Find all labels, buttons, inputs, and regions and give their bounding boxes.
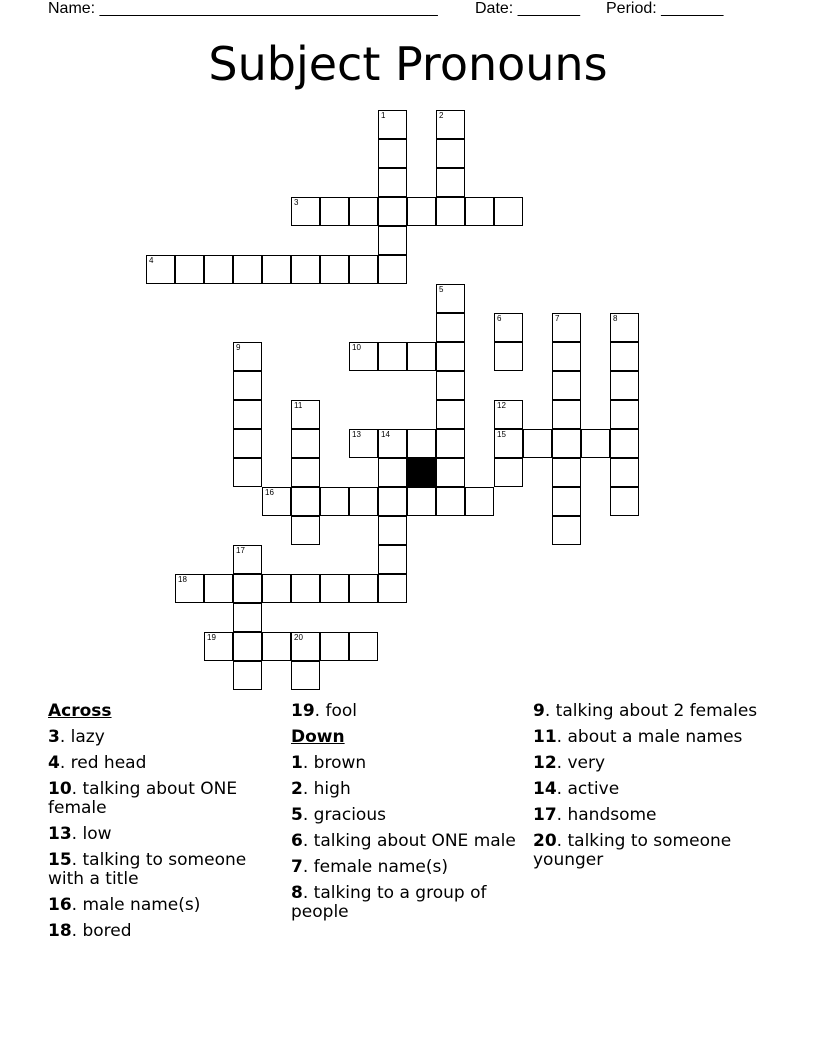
crossword-cell[interactable]	[349, 487, 378, 516]
crossword-cell[interactable]	[436, 284, 465, 313]
across-clue: 10. talking about ONE female	[48, 779, 238, 818]
clue-number: 20	[294, 633, 303, 642]
crossword-cell[interactable]	[494, 400, 523, 429]
clue-number: 18	[178, 575, 187, 584]
crossword-cell[interactable]	[378, 255, 407, 284]
crossword-cell[interactable]	[552, 400, 581, 429]
crossword-cell[interactable]	[552, 313, 581, 342]
crossword-cell[interactable]	[436, 400, 465, 429]
crossword-cell[interactable]	[291, 516, 320, 545]
crossword-cell[interactable]	[407, 429, 436, 458]
crossword-cell[interactable]	[233, 458, 262, 487]
crossword-cell[interactable]	[204, 255, 233, 284]
crossword-cell[interactable]	[610, 342, 639, 371]
crossword-cell[interactable]	[233, 342, 262, 371]
clue-number: 14	[381, 430, 390, 439]
crossword-cell[interactable]	[204, 632, 233, 661]
crossword-cell[interactable]	[233, 545, 262, 574]
clue-number: 4	[149, 256, 154, 265]
crossword-cell[interactable]	[291, 458, 320, 487]
crossword-cell[interactable]	[320, 255, 349, 284]
across-clue: 19. fool	[291, 701, 357, 721]
crossword-cell[interactable]	[349, 342, 378, 371]
crossword-cell[interactable]	[233, 371, 262, 400]
clue-number: 2	[439, 111, 444, 120]
crossword-cell[interactable]	[552, 342, 581, 371]
clue-number: 10	[352, 343, 361, 352]
crossword-cell[interactable]	[349, 429, 378, 458]
crossword-cell[interactable]	[436, 429, 465, 458]
across-heading: Across	[48, 701, 112, 721]
crossword-cell[interactable]	[378, 545, 407, 574]
crossword-cell[interactable]	[436, 458, 465, 487]
crossword-cell[interactable]	[320, 574, 349, 603]
across-clue: 15. talking to someone with a title	[48, 850, 247, 889]
clue-number: 8	[613, 314, 618, 323]
black-square	[407, 458, 436, 487]
crossword-cell[interactable]	[233, 661, 262, 690]
crossword-cell[interactable]	[436, 197, 465, 226]
crossword-cell[interactable]	[146, 255, 175, 284]
crossword-cell[interactable]	[262, 574, 291, 603]
clue-number: 9	[236, 343, 241, 352]
crossword-cell[interactable]	[233, 632, 262, 661]
crossword-cell[interactable]	[291, 400, 320, 429]
clue-number: 16	[265, 488, 274, 497]
clue-column-2	[291, 702, 516, 929]
clue-number: 19	[207, 633, 216, 642]
crossword-cell[interactable]	[407, 197, 436, 226]
crossword-cell[interactable]	[291, 632, 320, 661]
crossword-cell[interactable]	[378, 110, 407, 139]
crossword-cell[interactable]	[552, 458, 581, 487]
crossword-cell[interactable]	[291, 255, 320, 284]
name-field[interactable]: Name: ______________________________________	[48, 0, 438, 17]
crossword-cell[interactable]	[233, 429, 262, 458]
crossword-cell[interactable]	[378, 516, 407, 545]
crossword-cell[interactable]	[378, 342, 407, 371]
crossword-cell[interactable]	[349, 574, 378, 603]
across-clue: 4. red head	[48, 753, 147, 773]
crossword-cell[interactable]	[436, 371, 465, 400]
crossword-cell[interactable]	[407, 487, 436, 516]
crossword-cell[interactable]	[407, 342, 436, 371]
crossword-cell[interactable]	[378, 197, 407, 226]
crossword-cell[interactable]	[175, 574, 204, 603]
crossword-cell[interactable]	[262, 255, 291, 284]
crossword-cell[interactable]	[436, 168, 465, 197]
clue-number: 12	[497, 401, 506, 410]
crossword-cell[interactable]	[378, 139, 407, 168]
crossword-cell[interactable]	[610, 313, 639, 342]
crossword-cell[interactable]	[262, 632, 291, 661]
down-clue: 1. brown	[291, 753, 367, 773]
crossword-cell[interactable]	[610, 371, 639, 400]
down-clue: 5. gracious	[291, 805, 386, 825]
across-clue: 3. lazy	[48, 727, 105, 747]
crossword-cell[interactable]	[320, 197, 349, 226]
crossword-cell[interactable]	[291, 574, 320, 603]
down-heading: Down	[291, 727, 345, 747]
crossword-cell[interactable]	[552, 487, 581, 516]
crossword-cell[interactable]	[378, 574, 407, 603]
crossword-cell[interactable]	[610, 487, 639, 516]
crossword-cell[interactable]	[610, 429, 639, 458]
down-clue: 6. talking about ONE male	[291, 831, 516, 851]
clue-number: 1	[381, 111, 386, 120]
crossword-cell[interactable]	[581, 429, 610, 458]
clue-number: 7	[555, 314, 560, 323]
period-field[interactable]: Period: _______	[606, 0, 724, 17]
crossword-cell[interactable]	[233, 603, 262, 632]
crossword-cell[interactable]	[320, 632, 349, 661]
clue-number: 13	[352, 430, 361, 439]
down-clue: 11. about a male names	[533, 727, 743, 747]
across-clue: 16. male name(s)	[48, 895, 201, 915]
crossword-cell[interactable]	[291, 661, 320, 690]
crossword-cell[interactable]	[436, 139, 465, 168]
puzzle-title: Subject Pronouns	[208, 37, 608, 91]
date-field[interactable]: Date: _______	[475, 0, 580, 17]
crossword-cell[interactable]	[494, 197, 523, 226]
down-clue: 7. female name(s)	[291, 857, 448, 877]
down-clue: 20. talking to someone younger	[533, 831, 732, 870]
crossword-cell[interactable]	[523, 429, 552, 458]
clue-column-1	[48, 702, 273, 948]
down-clue: 9. talking about 2 females	[533, 701, 758, 721]
clue-number: 6	[497, 314, 502, 323]
clue-number: 15	[497, 430, 506, 439]
crossword-cell[interactable]	[494, 429, 523, 458]
crossword-cell[interactable]	[436, 487, 465, 516]
crossword-cell[interactable]	[494, 458, 523, 487]
clue-number: 3	[294, 198, 299, 207]
crossword-cell[interactable]	[378, 226, 407, 255]
crossword-cell[interactable]	[320, 487, 349, 516]
down-clue: 2. high	[291, 779, 351, 799]
crossword-cell[interactable]	[610, 400, 639, 429]
across-clue: 18. bored	[48, 921, 132, 941]
crossword-cell[interactable]	[291, 429, 320, 458]
crossword-cell[interactable]	[378, 458, 407, 487]
crossword-cell[interactable]	[378, 429, 407, 458]
crossword-cell[interactable]	[175, 255, 204, 284]
clue-number: 5	[439, 285, 444, 294]
clue-number: 17	[236, 546, 245, 555]
crossword-cell[interactable]	[465, 487, 494, 516]
crossword-cell[interactable]	[494, 342, 523, 371]
crossword-cell[interactable]	[436, 110, 465, 139]
crossword-cell[interactable]	[233, 400, 262, 429]
crossword-cell[interactable]	[291, 487, 320, 516]
crossword-cell[interactable]	[465, 197, 494, 226]
crossword-cell[interactable]	[552, 516, 581, 545]
crossword-cell[interactable]	[349, 632, 378, 661]
crossword-cell[interactable]	[233, 255, 262, 284]
crossword-cell[interactable]	[349, 255, 378, 284]
crossword-cell[interactable]	[494, 313, 523, 342]
clue-number: 11	[294, 401, 303, 410]
crossword-cell[interactable]	[378, 487, 407, 516]
crossword-cell[interactable]	[436, 313, 465, 342]
clue-column-3	[533, 702, 758, 877]
crossword-cell[interactable]	[262, 487, 291, 516]
crossword-cell[interactable]	[378, 168, 407, 197]
down-clue: 8. talking to a group of people	[291, 883, 487, 922]
across-clue: 13. low	[48, 824, 112, 844]
crossword-cell[interactable]	[349, 197, 378, 226]
crossword-cell[interactable]	[204, 574, 233, 603]
crossword-cell[interactable]	[552, 429, 581, 458]
crossword-cell[interactable]	[552, 371, 581, 400]
down-clue: 12. very	[533, 753, 606, 773]
crossword-cell[interactable]	[291, 197, 320, 226]
crossword-cell[interactable]	[436, 342, 465, 371]
down-clue: 17. handsome	[533, 805, 657, 825]
crossword-cell[interactable]	[610, 458, 639, 487]
crossword-cell[interactable]	[233, 574, 262, 603]
down-clue: 14. active	[533, 779, 620, 799]
